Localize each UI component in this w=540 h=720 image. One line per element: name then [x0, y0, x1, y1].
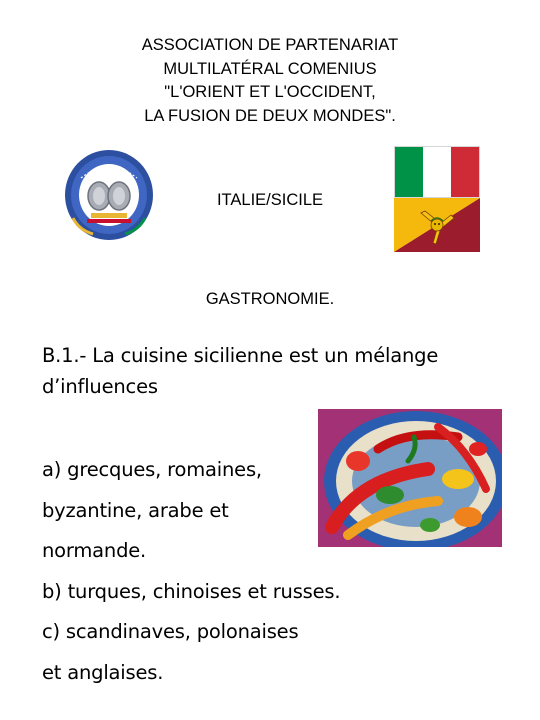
question-text — [42, 340, 512, 402]
answer-line: normande. — [42, 539, 147, 562]
answer-line: et anglaises. — [42, 660, 164, 684]
subject-heading: GASTRONOMIE. — [205, 290, 335, 308]
italy-flag-icon — [394, 146, 480, 198]
question-line: B.1.- La cuisine sicilienne est un mélange — [42, 344, 439, 367]
answer-line: a) grecques, romaines, — [42, 458, 262, 481]
header-line: ASSOCIATION DE PARTENARIAT — [141, 36, 399, 54]
answer-line: byzantine, arabe et — [42, 498, 229, 522]
answer-line: c) scandinaves, polonaises — [42, 620, 299, 643]
sicily-flag-icon — [394, 198, 480, 252]
header-line: "L'ORIENT ET L'OCCIDENT, — [164, 83, 376, 101]
answer-line: b) turques, chinoises et russes. — [42, 579, 341, 603]
question-line: d’influences — [42, 375, 158, 398]
header-line: LA FUSION DE DEUX MONDES". — [144, 106, 396, 125]
country-label: ITALIE/SICILE — [216, 191, 324, 209]
header-line: MULTILATÉRAL COMENIUS — [163, 59, 377, 78]
header-title — [0, 34, 540, 128]
answers-list — [42, 450, 502, 693]
